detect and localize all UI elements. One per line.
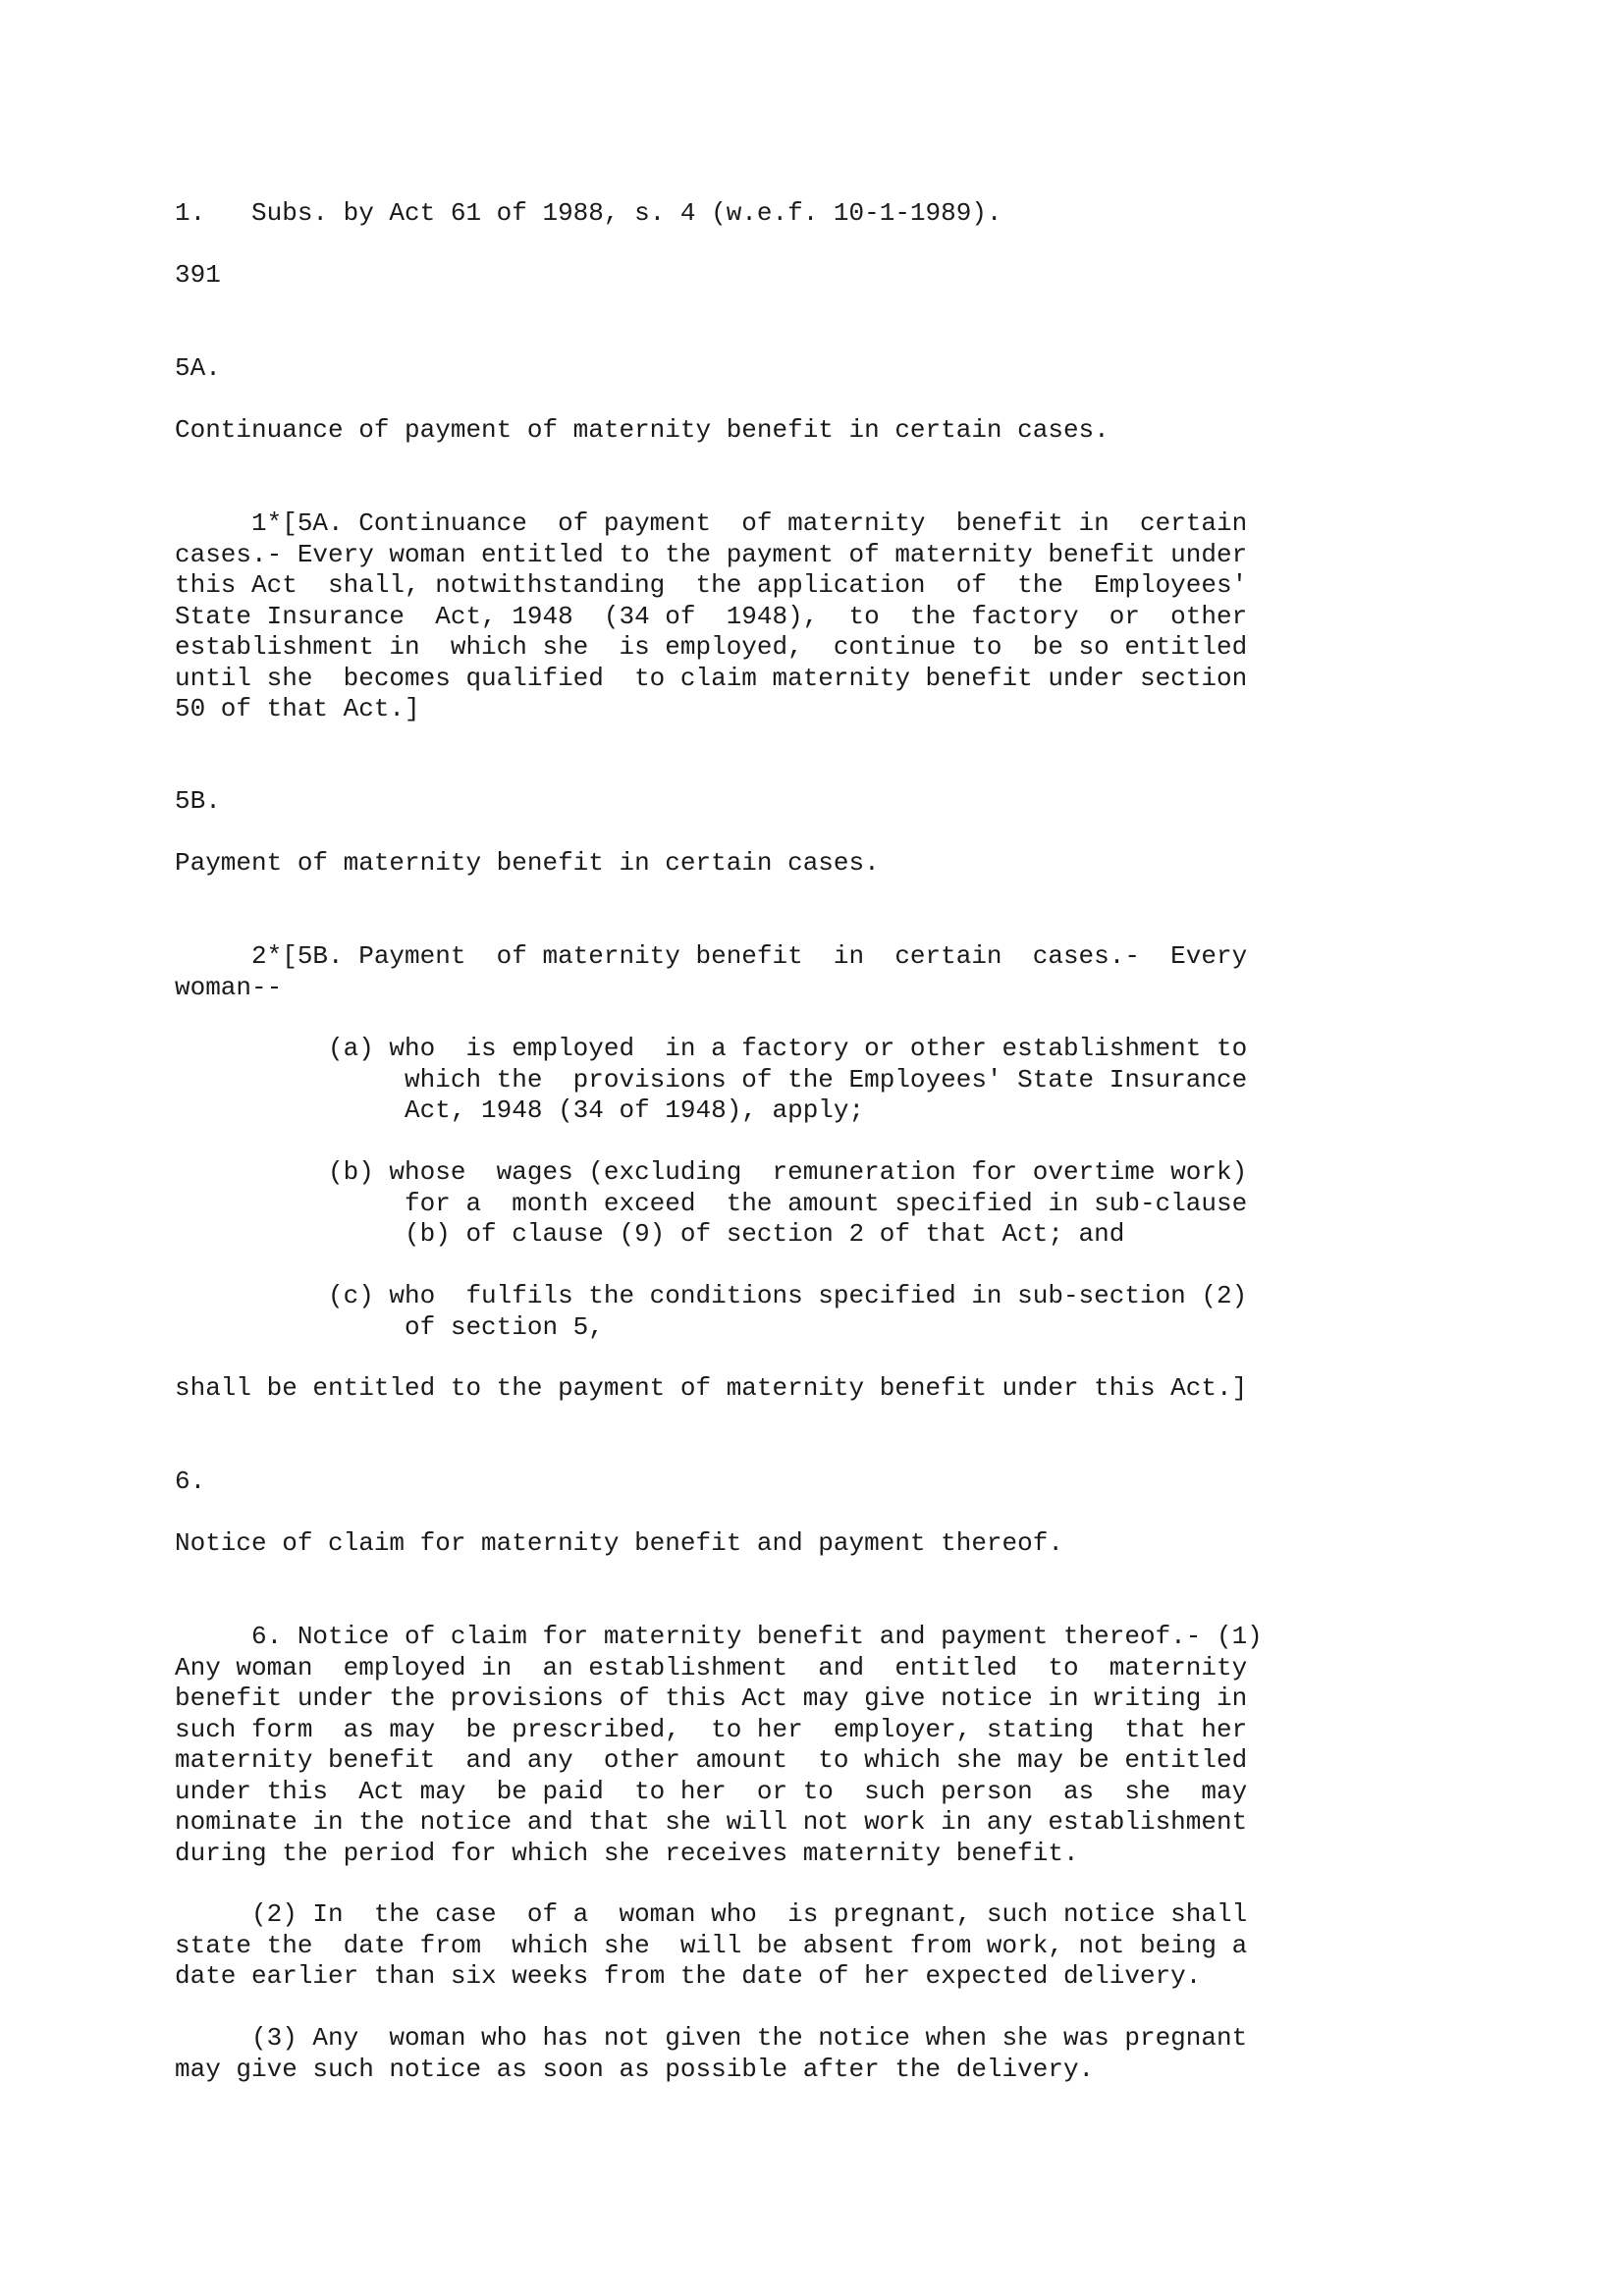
page-number: 391 [175, 260, 221, 290]
body-line: nominate in the notice and that she will not work in any establishment [175, 1807, 1248, 1837]
body-line: this Act shall, notwithstanding the application of the Employees' [175, 570, 1248, 600]
body-line: may give such notice as soon as possible after the delivery. [175, 2054, 1095, 2084]
section-heading: Payment of maternity benefit in certain cases. [175, 848, 880, 878]
body-line: (3) Any woman who has not given the notice when she was pregnant [175, 2023, 1248, 2053]
body-line: establishment in which she is employed, continue to be so entitled [175, 632, 1248, 662]
body-line: (2) In the case of a woman who is pregnant, such notice shall [175, 1899, 1248, 1929]
footnote: 1. Subs. by Act 61 of 1988, s. 4 (w.e.f. 10-1-1989). [175, 198, 1002, 228]
body-line: 6. Notice of claim for maternity benefit and payment thereof.- (1) [175, 1622, 1263, 1651]
body-line: 1*[5A. Continuance of payment of maternity benefit in certain [175, 508, 1248, 538]
section-heading: Continuance of payment of maternity benefit in certain cases. [175, 415, 1109, 445]
body-line: state the date from which she will be absent from work, not being a [175, 1930, 1248, 1960]
body-line: 2*[5B. Payment of maternity benefit in certain cases.- Every [175, 941, 1248, 971]
section-number: 5A. [175, 353, 221, 383]
body-line: cases.- Every woman entitled to the payment of maternity benefit under [175, 539, 1248, 569]
clause-line: (a) who is employed in a factory or other establishment to [175, 1034, 1248, 1063]
body-line: under this Act may be paid to her or to such person as she may [175, 1776, 1248, 1806]
body-line: 50 of that Act.] [175, 694, 420, 723]
clause-line: which the provisions of the Employees' State Insurance [175, 1064, 1248, 1095]
clause-line: Act, 1948 (34 of 1948), apply; [175, 1095, 865, 1125]
clause-line: (b) whose wages (excluding remuneration for overtime work) [175, 1157, 1248, 1187]
clause-line: (b) of clause (9) of section 2 of that Act; and [175, 1219, 1125, 1249]
body-line: benefit under the provisions of this Act may give notice in writing in [175, 1683, 1248, 1713]
body-line: date earlier than six weeks from the date of her expected delivery. [175, 1961, 1202, 1991]
body-line: such form as may be prescribed, to her employer, stating that her [175, 1714, 1248, 1744]
body-line: Any woman employed in an establishment and entitled to maternity [175, 1652, 1248, 1682]
clause-line: (c) who fulfils the conditions specified in sub-section (2) [175, 1281, 1248, 1310]
body-line: during the period for which she receives maternity benefit. [175, 1838, 1079, 1868]
body-line: maternity benefit and any other amount to which she may be entitled [175, 1745, 1248, 1775]
clause-line: of section 5, [175, 1311, 604, 1342]
body-line: until she becomes qualified to claim maternity benefit under section [175, 663, 1248, 693]
body-line: State Insurance Act, 1948 (34 of 1948), to the factory or other [175, 601, 1248, 631]
section-heading: Notice of claim for maternity benefit and payment thereof. [175, 1528, 1063, 1558]
body-line: shall be entitled to the payment of maternity benefit under this Act.] [175, 1373, 1248, 1403]
body-line: woman-- [175, 972, 283, 1002]
section-number: 6. [175, 1467, 206, 1496]
section-number: 5B. [175, 786, 221, 816]
clause-line: for a month exceed the amount specified in sub-clause [175, 1188, 1248, 1218]
